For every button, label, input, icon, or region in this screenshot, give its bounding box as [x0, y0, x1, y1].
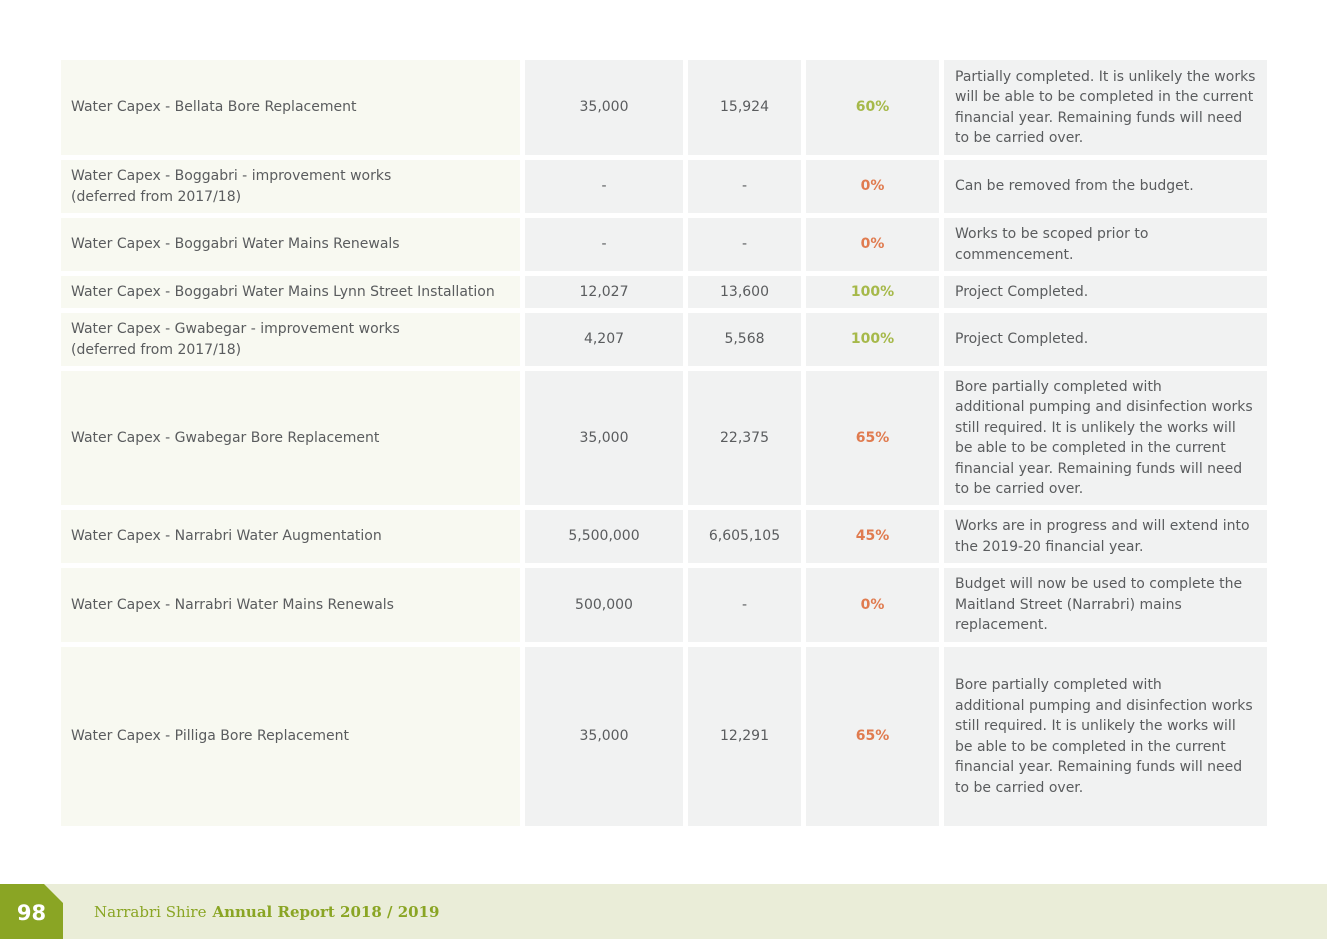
actual-value: - [688, 568, 801, 642]
project-name: Water Capex - Pilliga Bore Replacement [61, 647, 520, 826]
percent-complete: 0% [806, 568, 939, 642]
project-name: Water Capex - Gwabegar Bore Replacement [61, 371, 520, 505]
page-number: 98 [16, 900, 47, 925]
comment: Can be removed from the budget. [944, 160, 1267, 213]
table-row [61, 510, 1267, 563]
table-row [61, 313, 1267, 366]
actual-value: 13,600 [688, 276, 801, 308]
page-footer [0, 884, 1327, 939]
percent-complete: 0% [806, 218, 939, 271]
percent-complete: 60% [806, 60, 939, 155]
report-title-prefix: Narrabri Shire [94, 902, 207, 921]
comment: Project Completed. [944, 276, 1267, 308]
project-name: Water Capex - Boggabri Water Mains Lynn Street Installation [61, 276, 520, 308]
table-row [61, 568, 1267, 642]
comment: Bore partially completed with additional pumping and disinfection works still required. It is unlikely the works will be able to be completed in the current financial year. Remaining funds will need to be carried over. [944, 647, 1267, 826]
actual-value: 6,605,105 [688, 510, 801, 563]
budget-value: 500,000 [525, 568, 683, 642]
table-row [61, 218, 1267, 271]
percent-complete: 100% [806, 276, 939, 308]
percent-complete: 65% [806, 647, 939, 826]
comment: Works to be scoped prior to commencement. [944, 218, 1267, 271]
table-row [61, 647, 1267, 826]
report-title-main: Annual Report 2018 / 2019 [212, 902, 440, 921]
actual-value: 22,375 [688, 371, 801, 505]
budget-value: - [525, 218, 683, 271]
comment: Budget will now be used to complete the Maitland Street (Narrabri) mains replacement. [944, 568, 1267, 642]
project-name: Water Capex - Boggabri Water Mains Renewals [61, 218, 520, 271]
percent-complete: 0% [806, 160, 939, 213]
table-row [61, 276, 1267, 308]
comment: Works are in progress and will extend into the 2019-20 financial year. [944, 510, 1267, 563]
budget-value: 35,000 [525, 647, 683, 826]
budget-value: - [525, 160, 683, 213]
table-row [61, 371, 1267, 505]
percent-complete: 45% [806, 510, 939, 563]
actual-value: - [688, 160, 801, 213]
percent-complete: 100% [806, 313, 939, 366]
budget-value: 5,500,000 [525, 510, 683, 563]
project-name: Water Capex - Bellata Bore Replacement [61, 60, 520, 155]
budget-value: 4,207 [525, 313, 683, 366]
project-name: Water Capex - Gwabegar - improvement works (deferred from 2017/18) [61, 313, 520, 366]
budget-value: 12,027 [525, 276, 683, 308]
actual-value: 5,568 [688, 313, 801, 366]
table-row [61, 60, 1267, 155]
percent-complete: 65% [806, 371, 939, 505]
budget-value: 35,000 [525, 60, 683, 155]
budget-value: 35,000 [525, 371, 683, 505]
project-name: Water Capex - Boggabri - improvement works (deferred from 2017/18) [61, 160, 520, 213]
capex-table [61, 60, 1267, 831]
comment: Project Completed. [944, 313, 1267, 366]
project-name: Water Capex - Narrabri Water Augmentation [61, 510, 520, 563]
comment: Partially completed. It is unlikely the works will be able to be completed in the current financial year. Remaining funds will need to be carried over. [944, 60, 1267, 155]
actual-value: - [688, 218, 801, 271]
comment: Bore partially completed with additional pumping and disinfection works still required. It is unlikely the works will be able to be completed in the current financial year. Remaining funds will need to be carried over. [944, 371, 1267, 505]
report-title [94, 884, 439, 939]
actual-value: 15,924 [688, 60, 801, 155]
project-name: Water Capex - Narrabri Water Mains Renewals [61, 568, 520, 642]
table-row [61, 160, 1267, 213]
actual-value: 12,291 [688, 647, 801, 826]
